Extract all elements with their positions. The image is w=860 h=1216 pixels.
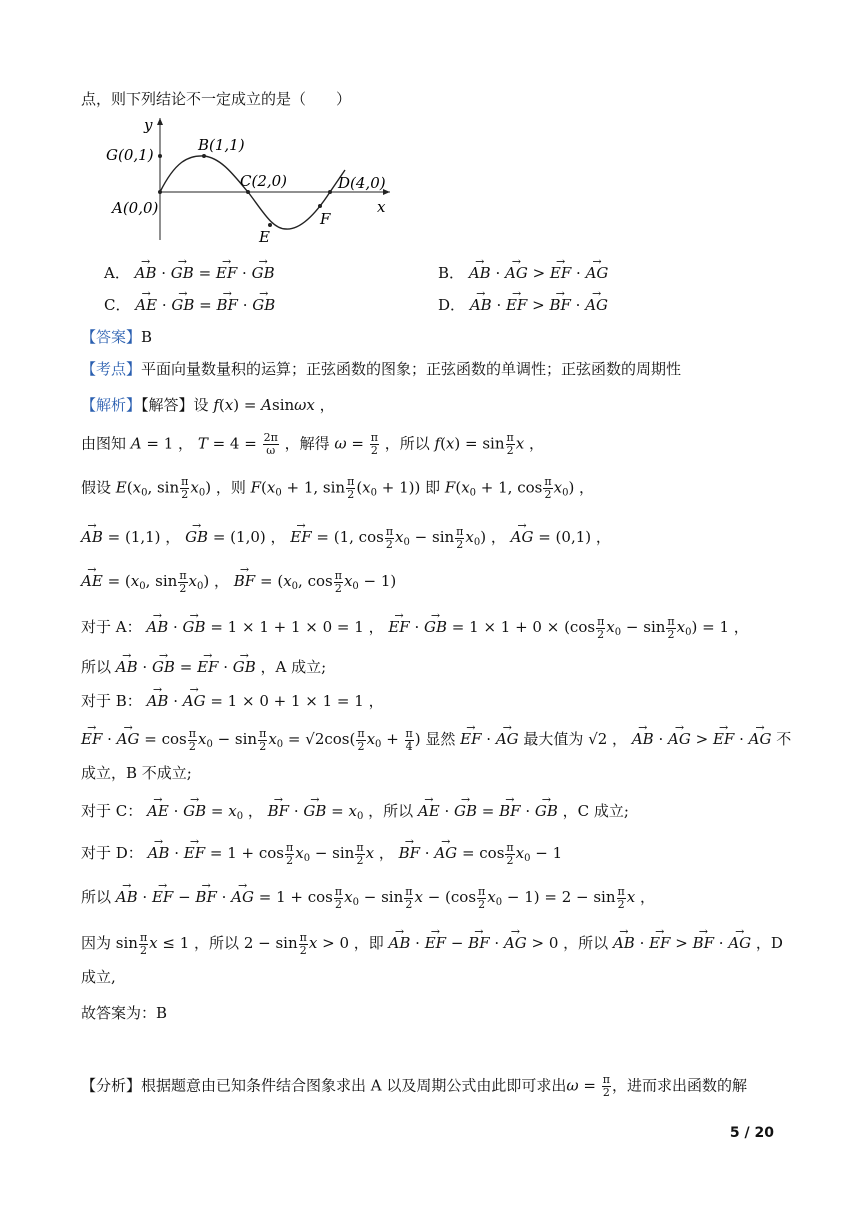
label-a: A(0,0) <box>112 199 159 217</box>
answer-value: B <box>141 328 153 346</box>
option-b: B． → AB · → AG > → EF · → AG <box>438 258 608 284</box>
derivation-line-1: 由图知 A = 1 ， T = 4 = $\frac{2\pi}{\omega}$ ，解得 ω = $\frac{\pi}{2}$ ，所以 f(x) = sin $\frac{\pi}{2}$ x ， <box>81 431 544 457</box>
derivation-line-2: 假设 $E(x_0$, sin $\frac{\pi}{2}$ $x_0$) ，则 $F(x_0 + 1$, sin $\frac{\pi}{2}$ $(x_0 + 1)$) 即 $F(x_0 + 1$, cos $\frac{\pi}{2}$ $x_0$) ， <box>81 475 595 501</box>
label-f: F <box>320 210 331 228</box>
derivation-line-7: 对于 B： → AB · → AG = 1 × 0 + 1 × 1 = 1 ， <box>81 686 384 712</box>
page-number: 5 / 20 <box>729 1125 774 1141</box>
option-d: D． → AB · → EF > → BF · → AG <box>438 290 608 316</box>
label-d: D(4,0) <box>338 174 386 192</box>
jiexi-line: 【解析】【解答】设 f(x) = Asinωx ， <box>81 396 335 414</box>
conclusion: 故答案为：B <box>81 1004 168 1022</box>
label-c: C(2,0) <box>240 172 288 190</box>
answer-line <box>81 326 152 348</box>
derivation-line-9: 成立，B 不成立; <box>81 764 192 782</box>
derivation-line-14: 成立, <box>81 968 116 986</box>
option-c: C． → AE · → GB = → BF · → GB <box>104 290 275 316</box>
question-tail: 点，则下列结论不一定成立的是（ ） <box>81 90 352 108</box>
analysis-line: 【分析】根据题意由已知条件结合图象求出 A 以及周期公式由此即可求出ω = $\frac{\pi}{2}$ ，进而求出函数的解 <box>81 1073 747 1099</box>
option-a: A． → AB · → GB = → EF · → GB <box>104 258 275 284</box>
answer-tag: 【答案】 <box>81 328 142 346</box>
derivation-line-4: → AE = ($x_0$, sin $\frac{\pi}{2}$ $x_0$) ， → BF = ($x_0$, cos $\frac{\pi}{2}$ $x_0 - 1$) <box>81 566 396 598</box>
label-g: G(0,1) <box>106 146 154 164</box>
derivation-line-11: 对于 D： → AB · → EF = 1 + cos $\frac{\pi}{2}$ $x_0 - \sin$ $\frac{\pi}{2}$ x ， → BF · → AG = cos $\frac{\pi}{2}$ $x_0 - 1$ <box>81 838 562 870</box>
kaodian-text: 平面向量数量积的运算；正弦函数的图象；正弦函数的单调性；正弦函数的周期性 <box>141 360 682 378</box>
derivation-line-6: 所以 → AB · → GB = → EF · → GB ，A 成立; <box>81 652 326 678</box>
kaodian-line <box>81 358 681 380</box>
derivation-line-12: 所以 → AB · → EF − → BF · → AG = 1 + cos $\frac{\pi}{2}$ $x_0 - \sin$ $\frac{\pi}{2}$ x − (cos $\frac{\pi}{2}$ $x_0 - 1) = 2 - \sin$ $\frac{\pi}{2}$ x ， <box>81 882 655 914</box>
kaodian-tag: 【考点】 <box>81 360 142 378</box>
sine-graph <box>100 112 400 247</box>
analysis-tag: 【分析】 <box>81 1076 142 1095</box>
derivation-line-5: 对于 A： → AB · → GB = 1 × 1 + 1 × 0 = 1 ， → EF · → GB = 1 × 1 + 0 × (cos $\frac{\pi}{2}$ $x_0 - \sin$ $\frac{\pi}{2}$ $x_0) = 1$ ， <box>81 612 749 644</box>
y-axis-label: y <box>144 116 153 134</box>
label-b: B(1,1) <box>198 136 245 154</box>
label-e: E <box>259 228 270 246</box>
derivation-line-8: → EF · → AG = cos $\frac{\pi}{2}$ $x_0 - \sin$ $\frac{\pi}{2}$ $x_0 = √2\cos$( $\frac{\pi}{2}$ $x_0$ + $\frac{\pi}{4}$ ) 显然 → EF · → AG 最大值为 √2 ， → AB · → AG > → EF · → AG 不 <box>81 724 791 756</box>
derivation-line-13: 因为 sin $\frac{\pi}{2}$ x ≤ 1 ，所以 2 − sin $\frac{\pi}{2}$ x > 0 ，即 → AB · → EF − → BF · → AG > 0 ，所以 → AB · → EF > → BF · → AG ，D <box>81 928 783 957</box>
derivation-line-3: → AB = (1,1) ， → GB = (1,0) ， → EF = (1, cos $\frac{\pi}{2}$ $x_0 - \sin$ $\frac{\pi}{2}$ $x_0$) ， → AG = (0,1) ， <box>81 522 611 554</box>
jiexi-tag: 【解析】 <box>81 396 142 414</box>
derivation-line-10: 对于 C： → AE · → GB = $x_0$ ， → BF · → GB = $x_0$ ，所以 → AE · → GB = → BF · → GB ，C 成立; <box>81 796 629 828</box>
x-axis-label: x <box>377 198 386 216</box>
